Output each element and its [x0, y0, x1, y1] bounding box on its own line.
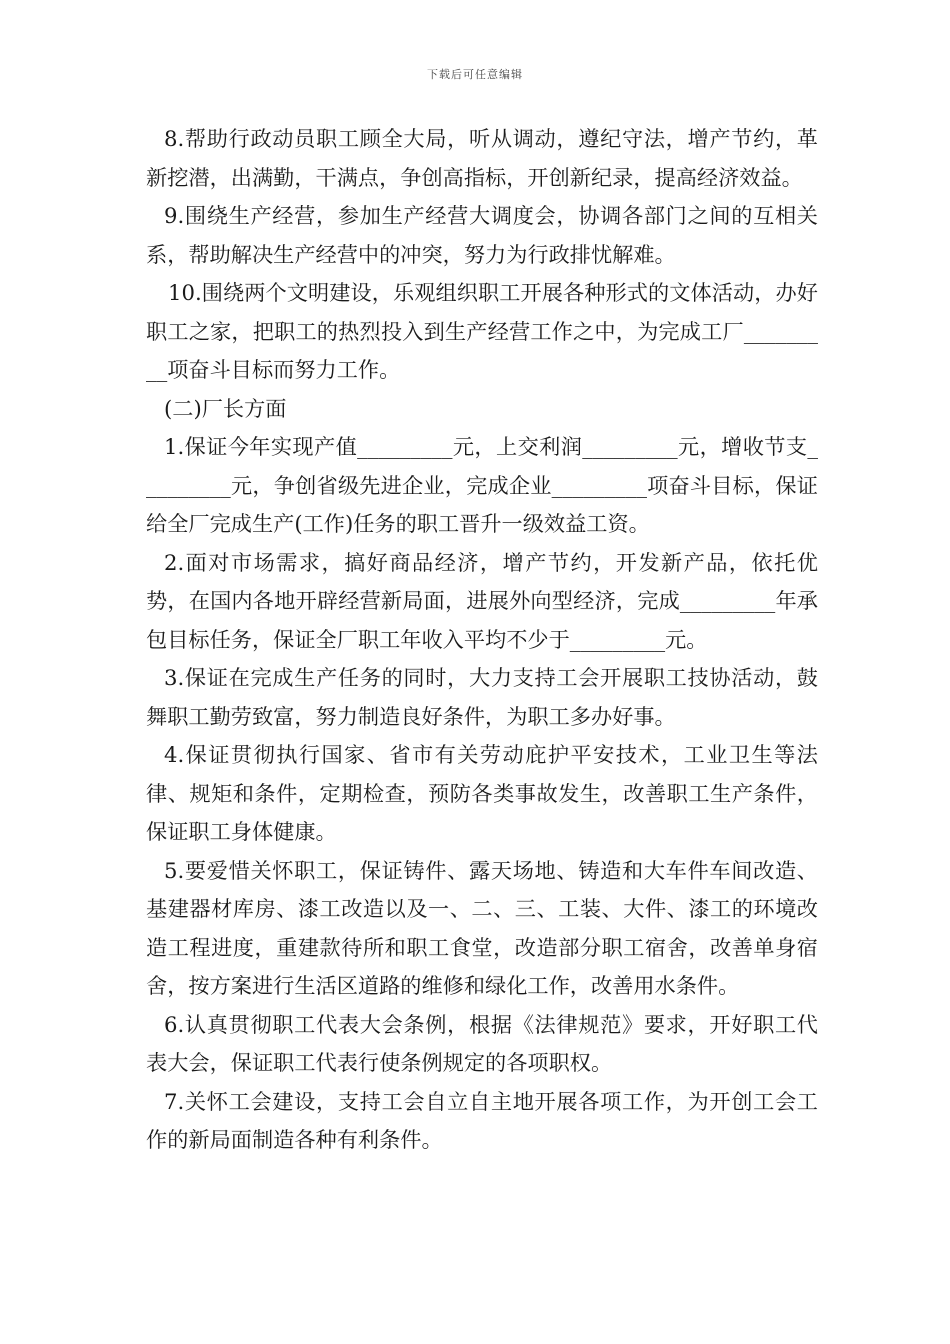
paragraph-item-7: 7.关怀工会建设，支持工会自立自主地开展各项工作，为开创工会工作的新局面制造各种有利条件。: [146, 1088, 818, 1152]
paragraph-item-5: 5.要爱惜关怀职工，保证铸件、露天场地、铸造和大车件车间改造、基建器材库房、漆工改造以及一、二、三、工装、大件、漆工的环境改造工程进度，重建款待所和职工食堂，改造部分职工宿舍，改善单身宿舍，按方案进行生活区道路的维修和绿化工作，改善用水条件。: [146, 857, 818, 998]
paragraph-item-9: 9.围绕生产经营，参加生产经营大调度会，协调各部门之间的互相关系，帮助解决生产经营中的冲突，努力为行政排忧解难。: [146, 203, 818, 267]
page-header: 下载后可任意编辑: [427, 68, 523, 81]
paragraph-item-4: 4.保证贯彻执行国家、省市有关劳动庇护平安技术，工业卫生等法律、规矩和条件，定期检查，预防各类事故发生，改善职工生产条件，保证职工身体健康。: [146, 742, 818, 844]
paragraph-item-6: 6.认真贯彻职工代表大会条例，根据《法律规范》要求，开好职工代表大会，保证职工代表行使条例规定的各项职权。: [146, 1011, 818, 1075]
paragraph-item-10: 10.围绕两个文明建设，乐观组织职工开展各种形式的文体活动，办好职工之家，把职工的热烈投入到生产经营工作之中，为完成工厂_________项奋斗目标而努力工作。: [146, 280, 818, 382]
document-body: [146, 120, 818, 1160]
paragraph-item-1: 1.保证今年实现产值_________元，上交利润_________元，增收节支_________元，争创省级先进企业，完成企业_________项奋斗目标，保证给全厂完成生产(工作)任务的职工晋升一级效益工资。: [146, 434, 818, 536]
paragraph-item-3: 3.保证在完成生产任务的同时，大力支持工会开展职工技协活动，鼓舞职工勤劳致富，努力制造良好条件，为职工多办好事。: [146, 665, 818, 729]
paragraph-item-2: 2.面对市场需求，搞好商品经济，增产节约，开发新产品，依托优势，在国内各地开辟经营新局面，进展外向型经济，完成_________年承包目标任务，保证全厂职工年收入平均不少于_________元。: [146, 549, 818, 652]
section-heading: (二)厂长方面: [164, 395, 287, 421]
paragraph-item-8: 8.帮助行政动员职工顾全大局，听从调动，遵纪守法，增产节约，革新挖潜，出满勤，干满点，争创高指标，开创新纪录，提高经济效益。: [146, 126, 818, 190]
